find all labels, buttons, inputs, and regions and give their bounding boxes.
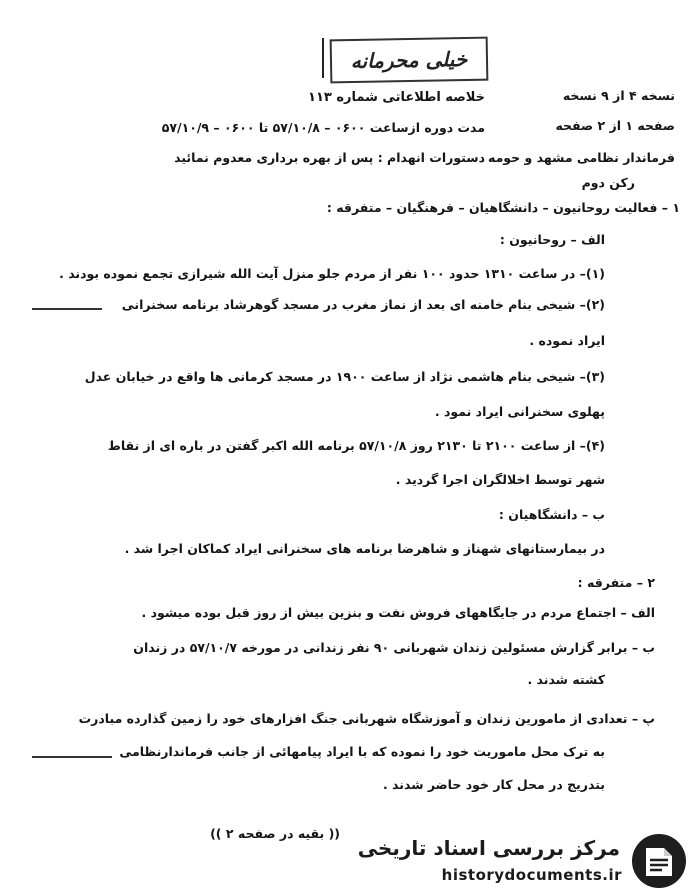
report-period: مدت دوره ازساعت ۰۶۰۰ – ۵۷/۱۰/۸ تا ۰۶۰۰ – ۵۷/۱۰/۹ bbox=[161, 120, 485, 135]
misc-item-b-line-2: کشته شدند . bbox=[527, 672, 605, 687]
document-archive-logo-icon bbox=[630, 832, 688, 890]
misc-item-p-line-2: به ترک محل ماموریت خود را نموده که با ایراد پیامهائی از جانب فرماندارنظامی bbox=[119, 744, 605, 759]
misc-item-b-line-1: ب – برابر گزارش مسئولین زندان شهربانی ۹۰ نفر زندانی در مورخه ۵۷/۱۰/۷ در زندان bbox=[133, 640, 655, 655]
item-3-line-2: پهلوی سخنرانی ایراد نمود . bbox=[434, 404, 605, 419]
watermark-url: historydocuments.ir bbox=[441, 866, 622, 884]
misc-item-p-line-1: پ – تعدادی از مامورین زندان و آموزشگاه شهربانی جنگ افزارهای خود را زمین گذارده مبادرت bbox=[78, 711, 655, 726]
section-1-heading: ۱ – فعالیت روحانیون – دانشگاهیان – فرهنگیان – متفرقه : bbox=[326, 200, 680, 215]
item-2-line-1: (۲)– شیخی بنام خامنه ای بعد از نماز مغرب در مسجد گوهرشاد برنامه سخنرانی bbox=[121, 297, 605, 312]
item-2-line-2: ایراد نموده . bbox=[529, 333, 605, 348]
fill-line bbox=[32, 308, 102, 310]
watermark-band bbox=[357, 830, 700, 895]
subsection-b-heading: ب – دانشگاهیان : bbox=[498, 507, 605, 522]
item-4-line-1: (۴)– از ساعت ۲۱۰۰ تا ۲۱۳۰ روز ۵۷/۱۰/۸ برنامه الله اکبر گفتن در باره ای از نقاط bbox=[107, 438, 605, 453]
fill-line bbox=[32, 756, 112, 758]
recipient-line-2: رکن دوم bbox=[581, 175, 635, 190]
item-4-line-2: شهر توسط اخلالگران اجرا گردید . bbox=[395, 472, 605, 487]
report-title: خلاصه اطلاعاتی شماره ۱۱۳ bbox=[308, 90, 485, 105]
page-number: صفحه ۱ از ۲ صفحه bbox=[555, 118, 675, 133]
stamp-border-mark bbox=[322, 38, 324, 78]
subsection-a-heading: الف – روحانیون : bbox=[499, 232, 605, 247]
recipient-line-1: فرماندار نظامی مشهد و حومه bbox=[487, 150, 675, 165]
watermark-title: مرکز بررسی اسناد تاریخی bbox=[357, 836, 620, 860]
subsection-b-text: در بیمارستانهای شهناز و شاهرضا برنامه های سخنرانی ایراد کماکان اجرا شد . bbox=[124, 541, 605, 556]
misc-item-p-line-3: بتدریج در محل کار خود حاضر شدند . bbox=[382, 777, 605, 792]
classification-stamp: خیلی محرمانه bbox=[330, 37, 489, 84]
destruction-instruction: دستورات انهدام : پس از بهره برداری معدوم نمائید bbox=[174, 150, 485, 165]
misc-item-a: الف – اجتماع مردم در جایگاههای فروش نفت و بنزین بیش از روز قبل بوده میشود . bbox=[141, 605, 655, 620]
item-3-line-1: (۳)– شیخی بنام هاشمی نژاد از ساعت ۱۹۰۰ در مسجد کرمانی ها واقع در خیابان عدل bbox=[84, 369, 605, 384]
item-1: (۱)– در ساعت ۱۳۱۰ حدود ۱۰۰ نفر از مردم جلو منزل آیت الله شیرازی تجمع نموده بودند . bbox=[59, 266, 605, 281]
copy-number: نسخه ۴ از ۹ نسخه bbox=[562, 88, 675, 103]
section-2-heading: ۲ – متفرقه : bbox=[577, 575, 655, 590]
continued-note: (( بقیه در صفحه ۲ )) bbox=[210, 826, 340, 841]
